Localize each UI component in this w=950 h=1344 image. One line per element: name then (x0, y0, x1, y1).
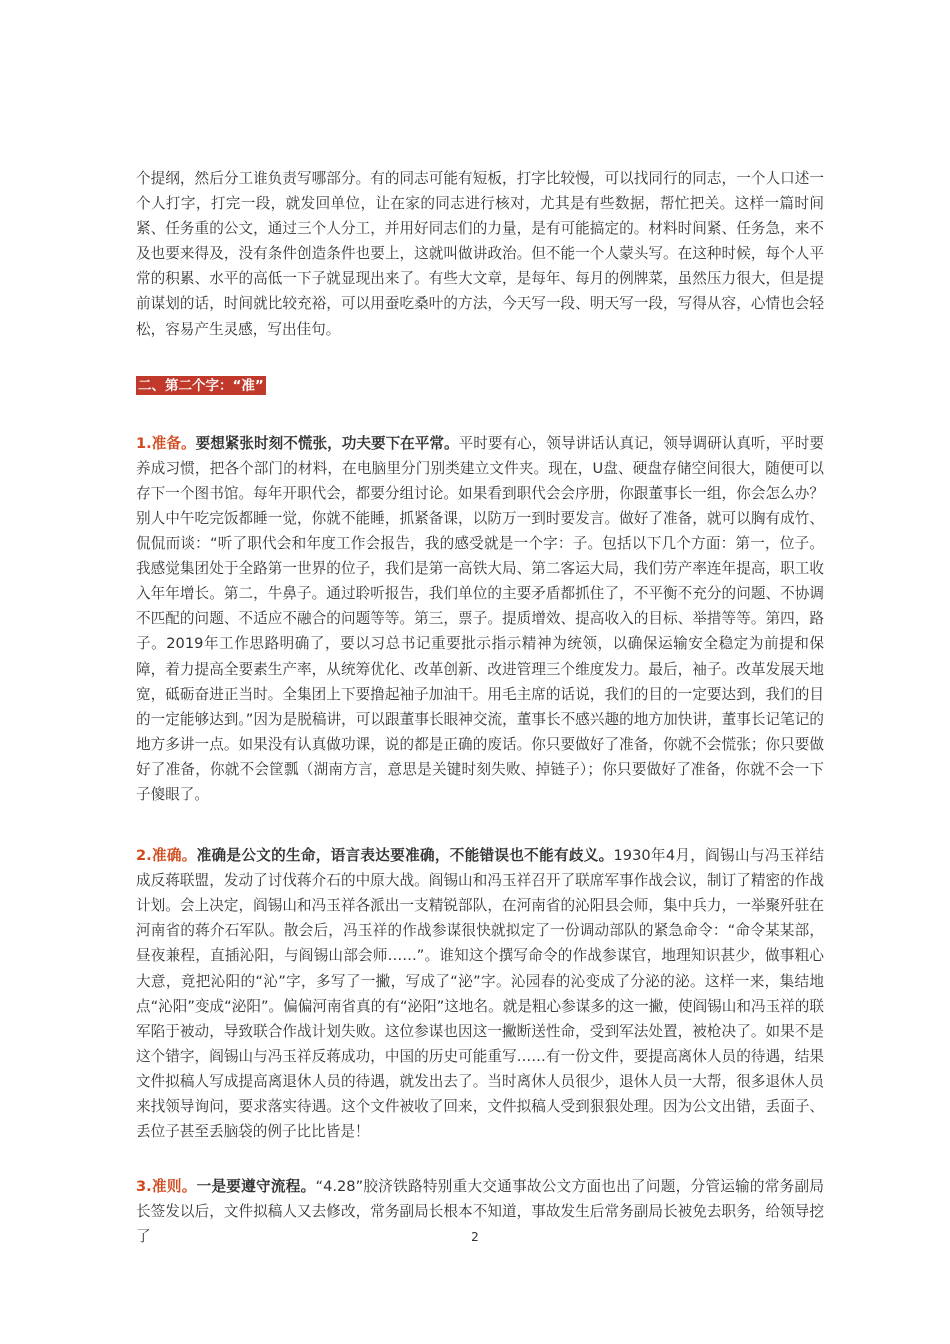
key-sentence-principles: 一是要遵守流程。 (196, 1178, 316, 1196)
section-heading-container (136, 375, 824, 395)
subheading-accuracy: 2.准确。 (136, 847, 197, 865)
page-number: 2 (471, 1230, 479, 1244)
body-text-preparation: 平时要有心，领导讲话认真记，领导调研认真听，平时要养成习惯，把各个部门的材料，在电脑里分门别类建立文件夹。现在，U盘、硬盘存储空间很大，随便可以存下一个图书馆。每年开职代会，都要分组讨论。如果看到职代会会序册，你跟董事长一组，你会怎么办？别人中午吃完饭都睡一觉，你就不能睡，抓紧备课，以防万一到时要发言。做好了准备，就可以胸有成竹、侃侃而谈：“听了职代会和年度工作会报告，我的感受就是一个字：子。包括以下几个方面：第一，位子。我感觉集团处于全路第一世界的位子，我们是第一高铁大局、第二客运大局，我们劳产率连年提高，职工收入年年增长。第二，牛鼻子。通过聆听报告，我们单位的主要矛盾都抓住了，不平衡不充分的问题、不协调不匹配的问题、不适应不融合的问题等等。第三，票子。提质增效、提高收入的目标、举措等等。第四，路子。2019年工作思路明确了，要以习总书记重要批示指示精神为统领，以确保运输安全稳定为前提和保障，着力提高全要素生产率，从统筹优化、改革创新、改进管理三个维度发力。最后，袖子。改革发展天地宽，砥砺奋进正当时。全集团上下要撸起袖子加油干。用毛主席的话说，我们的目的一定要达到，我们的目的一定能够达到。”因为是脱稿讲，可以跟董事长眼神交流，董事长不感兴趣的地方加快讲，董事长记笔记的地方多讲一点。如果没有认真做功课，说的都是正确的废话。你只要做好了准备，你就不会慌张；你只要做好了准备，你就不会筐瓢（湖南方言，意思是关键时刻失败、掉链子）；你只要做好了准备，你就不会一下子傻眼了。 (136, 434, 824, 803)
subheading-principles: 3.准则。 (136, 1178, 197, 1196)
document-body (136, 166, 824, 1249)
paragraph-preparation (136, 431, 824, 807)
paragraph-outline-division: 个提纲，然后分工谁负责写哪部分。有的同志可能有短板，打字比较慢，可以找同行的同志，一个人口述一个人打字，打完一段，就发回单位，让在家的同志进行核对，尤其是有些数据，帮忙把关。这样一篇时间紧、任务重的公文，通过三个人分工，并用好同志们的力量，是有可能搞定的。材料时间紧、任务急，来不及也要来得及，没有条件创造条件也要上，这就叫做讲政治。但不能一个人蒙头写。在这种时候，每个人平常的积累、水平的高低一下子就显现出来了。有些大文章，是每年、每月的例牌菜，虽然压力很大，但是提前谋划的话，时间就比较充裕，可以用蚕吃桑叶的方法，今天写一段、明天写一段，写得从容，心情也会轻松，容易产生灵感，写出佳句。 (136, 170, 824, 338)
body-text-principles: “4.28”胶济铁路特别重大交通事故公文方面也出了问题，分管运输的常务副局长签发以后，文件拟稿人又去修改，常务副局长根本不知道，事故发生后常务副局长被免去职务，给领导挖了 (136, 1178, 824, 1246)
body-text-accuracy: 1930年4月，阎锡山与冯玉祥结成反蒋联盟，发动了讨伐蒋介石的中原大战。阎锡山和冯玉祥召开了联席军事作战会议，制订了精密的作战计划。会上决定，阎锡山和冯玉祥各派出一支精锐部队，在河南省的沁阳县会师，集中兵力，一举聚歼驻在河南省的蒋介石军队。散会后，冯玉祥的作战参谋很快就拟定了一份调动部队的紧急命令：“命令某某部，昼夜兼程，直插沁阳，与阎锡山部会师……”。谁知这个撰写命令的作战参谋官，地理知识甚少，做事粗心大意，竟把沁阳的“沁”字，多写了一撇，写成了“泌”字。沁园春的沁变成了分泌的泌。这样一来，集结地点“沁阳”变成“泌阳”。偏偏河南省真的有“泌阳”这地名。就是粗心参谋多的这一撇，使阎锡山和冯玉祥的联军陷于被动，导致联合作战计划失败。这位参谋也因这一撇断送性命，受到军法处置，被枪决了。如果不是这个错字，阎锡山与冯玉祥反蒋成功，中国的历史可能重写……有一份文件，要提高离休人员的待遇，结果文件拟稿人写成提高离退休人员的待遇，就发出去了。当时离休人员很少，退休人员一大帮，很多退休人员来找领导询问，要求落实待遇。这个文件被收了回来，文件拟稿人受到狠狠处理。因为公文出错，丢面子、丢位子甚至丢脑袋的例子比比皆是！ (136, 847, 824, 1141)
subheading-preparation: 1.准备。 (136, 434, 196, 452)
key-sentence-accuracy: 准确是公文的生命，语言表达要准确，不能错误也不能有歧义。 (196, 847, 614, 865)
section-heading-second-character: 二、第二个字：“准” (138, 377, 264, 394)
key-sentence-preparation: 要想紧张时刻不慌张，功夫要下在平常。 (195, 434, 459, 452)
paragraph-accuracy (136, 843, 824, 1144)
